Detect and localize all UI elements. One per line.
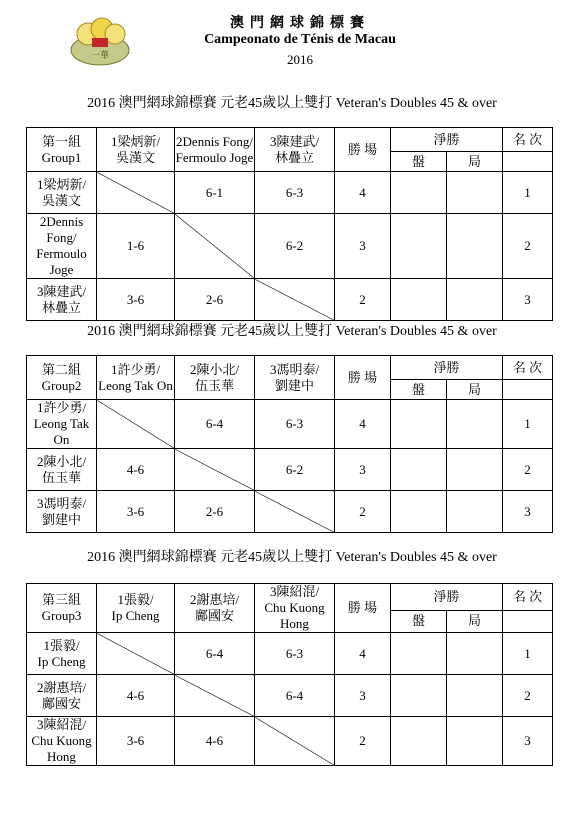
table-row [27,400,553,449]
rank-cell: 1 [503,633,553,675]
games-cell [447,214,503,279]
group2-title: 2016 澳門網球錦標賽 元老45歲以上雙打 Veteran's Doubles 45 & over [87,324,497,339]
diagonal-cell [255,491,335,533]
score-cell: 6-3 [255,400,335,449]
row-player-1: 1梁炳新/ 吳漢文 [27,172,97,214]
table-row [27,675,553,717]
group3-title: 2016 澳門網球錦標賽 元老45歲以上雙打 Veteran's Doubles 45 & over [87,550,497,565]
row-player-1: 1張毅/ Ip Cheng [27,633,97,675]
row-player-1: 1許少勇/ Leong Tak On [27,400,97,449]
row-player-3: 3陳建武/ 林疊立 [27,279,97,321]
net-header: 淨勝 [391,584,503,611]
score-cell: 4-6 [97,449,175,491]
title-chinese: 澳門網球錦標賽 [230,15,370,31]
table-row [27,172,553,214]
sets-cell [391,717,447,766]
table-row [27,717,553,766]
player-header-1: 1梁炳新/ 吳漢文 [97,128,175,172]
score-cell: 3-6 [97,717,175,766]
rank-header: 名 次 [503,356,553,380]
player-header-2: 2陳小北/ 伍玉華 [175,356,255,400]
games-cell [447,279,503,321]
rank-header-blank [503,380,553,400]
net-header: 淨勝 [391,356,503,380]
wins-cell: 3 [335,214,391,279]
score-cell: 4-6 [97,675,175,717]
games-cell [447,449,503,491]
wins-cell: 2 [335,491,391,533]
score-cell: 6-3 [255,633,335,675]
title-portuguese: Campeonato de Ténis de Macau [204,32,396,47]
group-label-cell: 第二組 Group2 [27,356,97,400]
wins-header: 勝 場 [335,584,391,633]
score-cell: 6-4 [255,675,335,717]
games-cell [447,675,503,717]
diagonal-cell [97,400,175,449]
score-cell: 2-6 [175,491,255,533]
diagonal-cell [255,279,335,321]
score-cell: 6-1 [175,172,255,214]
rank-cell: 3 [503,717,553,766]
games-cell [447,400,503,449]
score-cell: 6-4 [175,400,255,449]
sets-cell [391,633,447,675]
player-header-3: 3陳建武/ 林疊立 [255,128,335,172]
document-header [0,0,584,80]
rank-cell: 2 [503,675,553,717]
score-cell: 6-2 [255,214,335,279]
player-header-2: 2Dennis Fong/ Fermoulo Joge [175,128,255,172]
games-cell [447,172,503,214]
rank-header-blank [503,152,553,172]
games-header: 局 [447,610,503,632]
games-cell [447,717,503,766]
table-row [27,214,553,279]
rank-cell: 3 [503,279,553,321]
score-cell: 6-2 [255,449,335,491]
score-cell: 4-6 [175,717,255,766]
wins-cell: 2 [335,279,391,321]
games-cell [447,491,503,533]
table-row [27,279,553,321]
score-cell: 3-6 [97,491,175,533]
sets-cell [391,449,447,491]
player-header-1: 1張毅/ Ip Cheng [97,584,175,633]
rank-header: 名 次 [503,584,553,611]
rank-cell: 2 [503,449,553,491]
sets-header: 盤 [391,152,447,172]
sets-cell [391,214,447,279]
score-cell: 3-6 [97,279,175,321]
rank-header: 名 次 [503,128,553,152]
tennis-ball-logo-icon [70,14,130,66]
rank-header-blank [503,610,553,632]
sets-cell [391,279,447,321]
rank-cell: 1 [503,400,553,449]
player-header-3: 3馮明泰/ 劉建中 [255,356,335,400]
rank-cell: 1 [503,172,553,214]
row-player-2: 2陳小北/ 伍玉華 [27,449,97,491]
diagonal-cell [255,717,335,766]
rank-cell: 2 [503,214,553,279]
row-player-3: 3陳紹混/ Chu Kuong Hong [27,717,97,766]
diagonal-cell [97,633,175,675]
sets-header: 盤 [391,610,447,632]
group-label-cell: 第三組 Group3 [27,584,97,633]
title-year: 2016 [287,52,313,67]
group-label-cell: 第一組 Group1 [27,128,97,172]
sets-cell [391,172,447,214]
diagonal-cell [175,214,255,279]
wins-cell: 2 [335,717,391,766]
group1-table [26,127,553,321]
group1-title: 2016 澳門網球錦標賽 元老45歲以上雙打 Veteran's Doubles 45 & over [87,96,497,111]
score-cell: 6-3 [255,172,335,214]
net-header: 淨勝 [391,128,503,152]
diagonal-cell [175,449,255,491]
games-cell [447,633,503,675]
table-row [27,633,553,675]
score-cell: 2-6 [175,279,255,321]
score-cell: 6-4 [175,633,255,675]
group3-table [26,583,553,766]
table-row [27,491,553,533]
row-player-3: 3馮明泰/ 劉建中 [27,491,97,533]
diagonal-cell [175,675,255,717]
wins-cell: 4 [335,400,391,449]
sets-cell [391,400,447,449]
diagonal-cell [97,172,175,214]
games-header: 局 [447,380,503,400]
row-player-2: 2謝惠培/ 鄺國安 [27,675,97,717]
sets-cell [391,491,447,533]
rank-cell: 3 [503,491,553,533]
sets-header: 盤 [391,380,447,400]
wins-header: 勝 場 [335,128,391,172]
logo-text: 一華 [90,51,110,61]
row-player-2: 2Dennis Fong/ Fermoulo Joge [27,214,97,279]
wins-cell: 4 [335,172,391,214]
player-header-1: 1許少勇/ Leong Tak On [97,356,175,400]
player-header-2: 2謝惠培/ 鄺國安 [175,584,255,633]
wins-cell: 3 [335,449,391,491]
wins-cell: 3 [335,675,391,717]
wins-cell: 4 [335,633,391,675]
table-row [27,449,553,491]
player-header-3: 3陳紹混/ Chu Kuong Hong [255,584,335,633]
score-cell: 1-6 [97,214,175,279]
sets-cell [391,675,447,717]
games-header: 局 [447,152,503,172]
wins-header: 勝 場 [335,356,391,400]
group2-table [26,355,553,533]
